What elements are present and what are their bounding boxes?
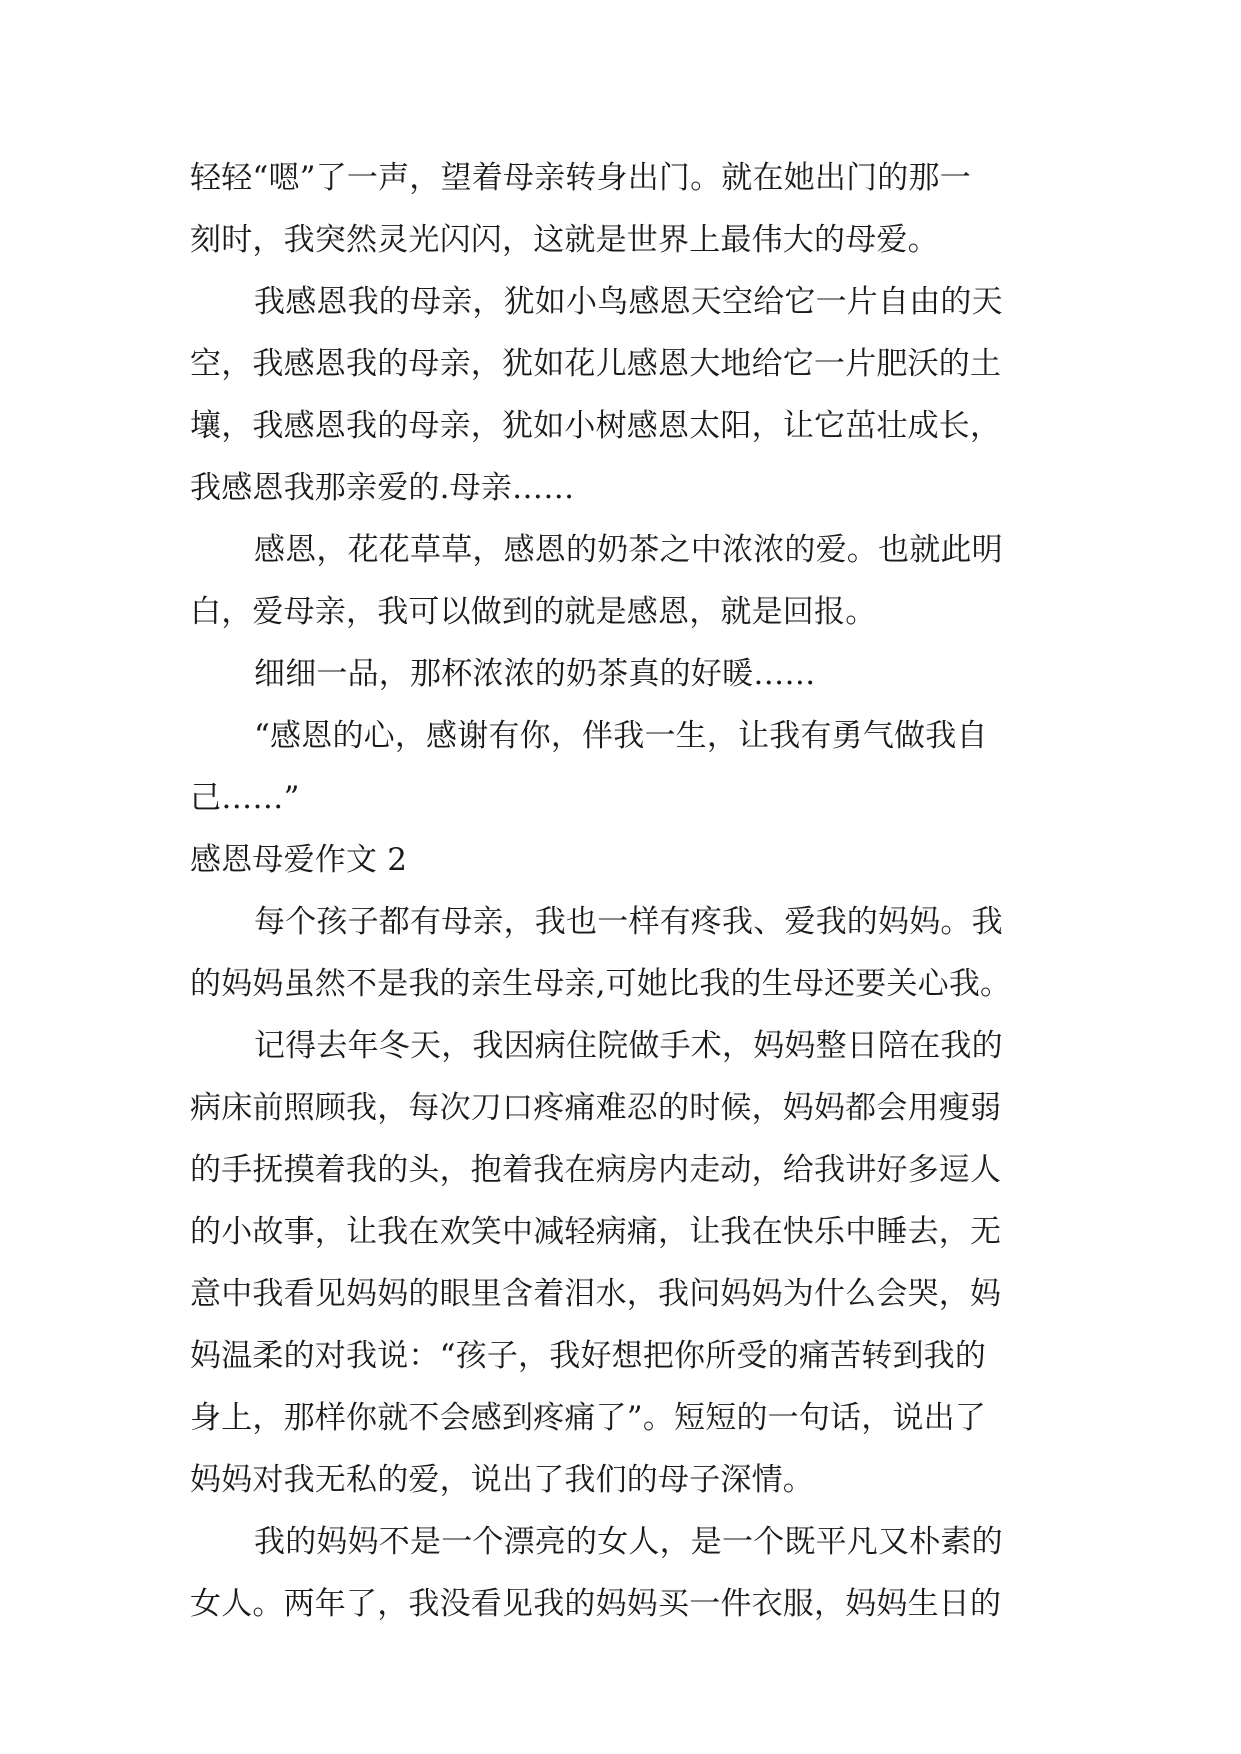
text-line: 壤，我感恩我的母亲，犹如小树感恩太阳，让它茁壮成长， bbox=[190, 408, 1002, 444]
text-line: 感恩，花花草草，感恩的奶茶之中浓浓的爱。也就此明 bbox=[254, 532, 1003, 568]
text-line: 女人。两年了，我没看见我的妈妈买一件衣服，妈妈生日的 bbox=[190, 1586, 1002, 1622]
section-heading: 感恩母爱作文 2 bbox=[190, 842, 408, 878]
text-line: 轻轻“嗯”了一声，望着母亲转身出门。就在她出门的那一 bbox=[190, 160, 971, 196]
text-line: 细细一品，那杯浓浓的奶茶真的好暖…… bbox=[254, 656, 816, 692]
text-line: 记得去年冬天，我因病住院做手术，妈妈整日陪在我的 bbox=[254, 1028, 1003, 1064]
text-line: 刻时，我突然灵光闪闪，这就是世界上最伟大的母爱。 bbox=[190, 222, 939, 258]
text-line: 的手抚摸着我的头，抱着我在病房内走动，给我讲好多逗人 bbox=[190, 1152, 1002, 1188]
text-line: 空，我感恩我的母亲，犹如花儿感恩大地给它一片肥沃的土 bbox=[190, 346, 1002, 382]
text-line: 身上，那样你就不会感到疼痛了”。短短的一句话，说出了 bbox=[190, 1400, 987, 1436]
text-line: 己……” bbox=[190, 780, 300, 816]
text-line: 白，爱母亲，我可以做到的就是感恩，就是回报。 bbox=[190, 594, 877, 630]
text-line: 我感恩我那亲爱的.母亲…… bbox=[190, 470, 575, 506]
text-line: 意中我看见妈妈的眼里含着泪水，我问妈妈为什么会哭，妈 bbox=[190, 1276, 1002, 1312]
text-line: 妈温柔的对我说：“孩子，我好想把你所受的痛苦转到我的 bbox=[190, 1338, 987, 1374]
text-line: 妈妈对我无私的爱，说出了我们的母子深情。 bbox=[190, 1462, 814, 1498]
text-line: 的小故事，让我在欢笑中减轻病痛，让我在快乐中睡去，无 bbox=[190, 1214, 1002, 1250]
text-line: 我的妈妈不是一个漂亮的女人，是一个既平凡又朴素的 bbox=[254, 1524, 1003, 1560]
text-line: 每个孩子都有母亲，我也一样有疼我、爱我的妈妈。我 bbox=[254, 904, 1003, 940]
text-line: 我感恩我的母亲，犹如小鸟感恩天空给它一片自由的天 bbox=[254, 284, 1003, 320]
text-line: “感恩的心，感谢有你，伴我一生，让我有勇气做我自 bbox=[254, 718, 988, 754]
text-line: 的妈妈虽然不是我的亲生母亲,可她比我的生母还要关心我。 bbox=[190, 966, 1012, 1002]
text-line: 病床前照顾我，每次刀口疼痛难忍的时候，妈妈都会用瘦弱 bbox=[190, 1090, 1002, 1126]
